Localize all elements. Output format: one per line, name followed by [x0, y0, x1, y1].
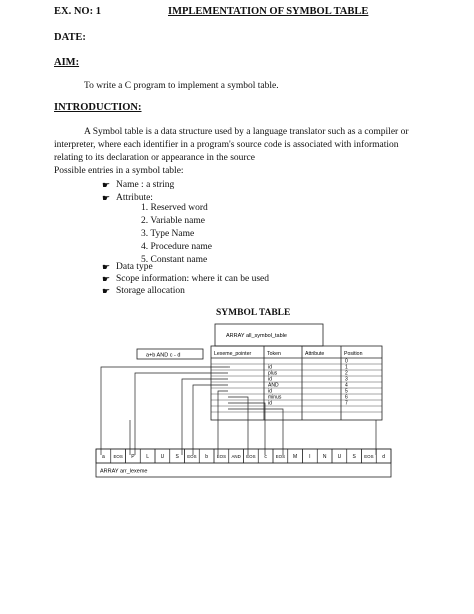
lexeme-cell: S [352, 454, 356, 460]
lexeme-cell: EOS [216, 454, 227, 459]
lexeme-array-label: ARRAY arr_lexeme [100, 468, 148, 475]
table-cell-token: plus [268, 370, 278, 377]
table-cell-position: 2 [345, 370, 348, 377]
lexeme-cell: d [382, 454, 386, 460]
table-header-token: Token [267, 351, 281, 357]
pointing-hand-icon: ☛ [102, 274, 111, 284]
date-label: DATE: [54, 32, 86, 43]
aim-text: To write a C program to implement a symbol table. [84, 81, 279, 91]
attribute-item: 5. Constant name [141, 255, 208, 265]
aim-heading: AIM: [54, 57, 80, 68]
lexeme-cell: a [101, 454, 105, 460]
attribute-item: 1. Reserved word [141, 203, 208, 213]
entry-data-type: Data type [116, 262, 153, 272]
lexeme-cell: S [175, 454, 179, 460]
attribute-item: 4. Procedure name [141, 242, 212, 252]
attribute-item: 3. Type Name [141, 229, 195, 239]
lexeme-cell: c [264, 454, 267, 460]
intro-line-2: interpreter, where each identifier in a program's source code is associated with information [54, 140, 399, 150]
lexeme-cell: EOS [113, 454, 123, 459]
figure-caption: SYMBOL TABLE [216, 308, 291, 318]
page-title: IMPLEMENTATION OF SYMBOL TABLE [168, 6, 369, 17]
entry-scope: Scope information: where it can be used [116, 274, 270, 284]
pointing-hand-icon: ☛ [102, 180, 111, 190]
table-cell-position: 0 [345, 358, 348, 365]
lexeme-cell: N [322, 454, 327, 460]
table-cell-token: id [268, 364, 272, 371]
table-cell-token: id [268, 400, 272, 407]
lexeme-cell: AND [231, 454, 241, 459]
lexeme-cells [96, 449, 391, 463]
expression-label: a+b AND c - d [146, 352, 181, 359]
lexeme-cell: EOS [246, 454, 256, 459]
intro-line-1: A Symbol table is a data structure used by a language translator such as a compiler or [84, 127, 409, 137]
table-header-lexeme: Lexeme_pointer [214, 351, 252, 357]
table-cell-token: id [268, 376, 272, 383]
entry-name: Name : a string [116, 180, 175, 190]
lexeme-cell: b [205, 454, 209, 460]
introduction-heading: INTRODUCTION: [54, 102, 142, 113]
lexeme-cell: U [160, 454, 165, 460]
table-header-attribute: Attribute [305, 351, 325, 357]
lexeme-cell: EOS [275, 454, 286, 459]
table-rows [268, 359, 348, 407]
table-cell-position: 3 [345, 376, 348, 383]
entry-attribute: Attribute: [116, 193, 153, 203]
table-cell-position: 7 [345, 400, 348, 407]
lexeme-cell: EOS [364, 454, 374, 459]
table-cell-position: 4 [345, 382, 348, 389]
table-cell-token: AND [268, 382, 279, 389]
table-header-position: Position [344, 351, 363, 357]
entries-intro: Possible entries in a symbol table: [54, 166, 184, 176]
pointing-hand-icon: ☛ [102, 193, 111, 203]
pointing-hand-icon: ☛ [102, 262, 111, 272]
lexeme-cell: I [309, 454, 311, 460]
lexeme-cell: L [146, 454, 150, 460]
table-cell-token: id [268, 388, 272, 395]
table-cell-token: minus [268, 394, 282, 401]
pointing-hand-icon: ☛ [102, 286, 111, 296]
table-cell-position: 1 [345, 364, 348, 371]
table-cell-position: 5 [345, 388, 348, 395]
lexeme-cell: U [337, 454, 342, 460]
lexeme-cell: M [293, 454, 298, 460]
array-title-label: ARRAY all_symbol_table [226, 333, 287, 339]
exercise-number: EX. NO: 1 [54, 6, 101, 17]
intro-line-3: relating to its declaration or appearance in the source [54, 153, 255, 163]
table-cell-position: 6 [345, 394, 348, 401]
lexeme-cell: P [131, 454, 135, 460]
attribute-item: 2. Variable name [141, 216, 205, 226]
entry-storage: Storage allocation [116, 286, 185, 296]
lexeme-cell: EOS [187, 454, 197, 459]
